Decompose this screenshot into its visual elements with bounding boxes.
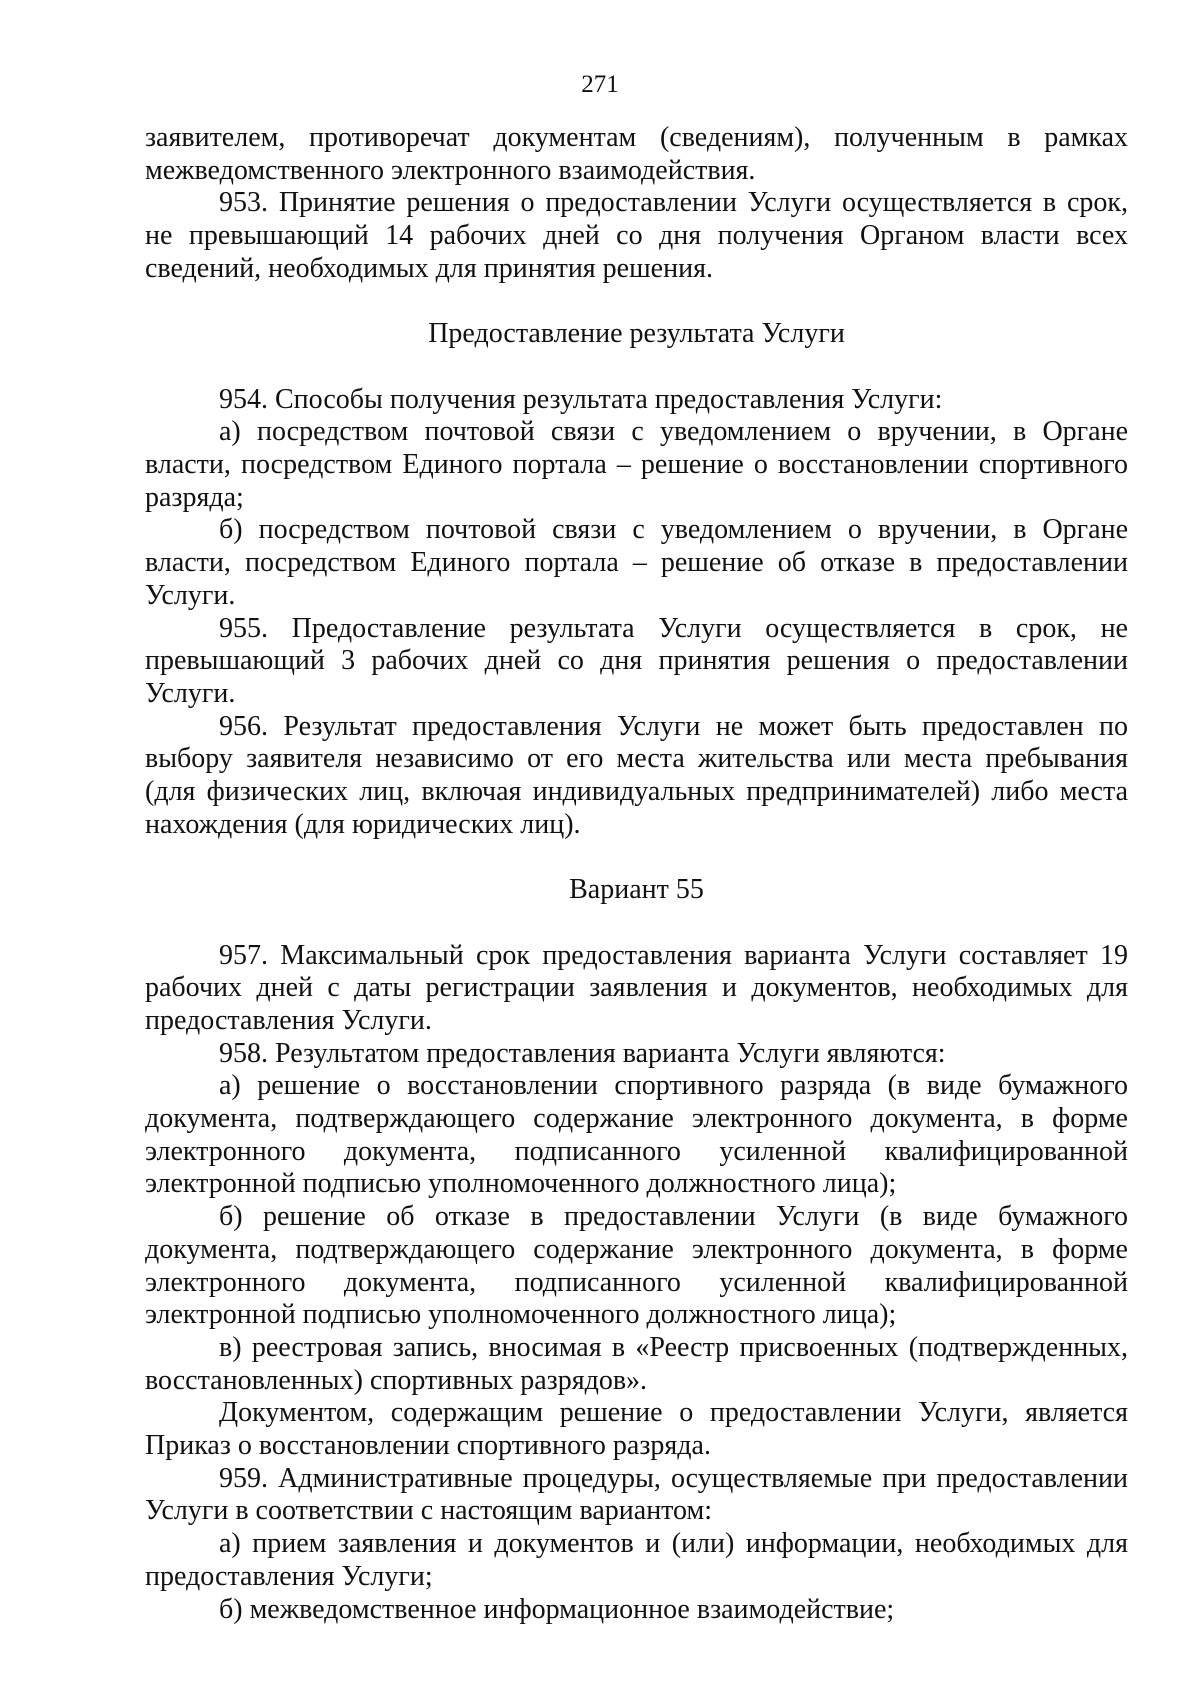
paragraph-954: 954. Способы получения результата предоставления Услуги: — [219, 383, 943, 415]
document-body — [145, 122, 1128, 1626]
paragraph-958: 958. Результатом предоставления варианта Услуги являются: — [219, 1037, 946, 1069]
paragraph-959: 959. Административные процедуры, осуществляемые при предоставлении Услуги в соответствии с настоящим вариантом: — [145, 1462, 1128, 1527]
paragraph-956: 956. Результат предоставления Услуги не может быть предоставлен по выбору заявителя независимо от его места жительства или места пребывания (для физических лиц, включая индивидуальных предпринимателей) либо места нахождения (для юридических лиц). — [145, 710, 1128, 840]
section-heading-result: Предоставление результата Услуги — [428, 318, 845, 350]
paragraph-959-b: б) межведомственное информационное взаимодействие; — [219, 1593, 895, 1625]
page-number: 271 — [581, 71, 619, 98]
paragraph-958-b: б) решение об отказе в предоставлении Услуги (в виде бумажного документа, подтверждающего содержание электронного документа, в форме электронного документа, подписанного усиленной квалифицированной электронной подписью уполномоченного должностного лица); — [145, 1201, 1128, 1331]
paragraph-957: 957. Максимальный срок предоставления варианта Услуги составляет 19 рабочих дней с даты регистрации заявления и документов, необходимых для предоставления Услуги. — [145, 939, 1128, 1036]
paragraph-954-b: б) посредством почтовой связи с уведомлением о вручении, в Органе власти, посредством Единого портала – решение об отказе в предоставлении Услуги. — [145, 514, 1128, 611]
section-heading-variant: Вариант 55 — [569, 874, 704, 906]
paragraph-953: 953. Принятие решения о предоставлении Услуги осуществляется в срок, не превышающий 14 рабочих дней со дня получения Органом власти всех сведений, необходимых для принятия решения. — [145, 187, 1128, 284]
spacer — [145, 351, 1128, 384]
paragraph-959-a: а) прием заявления и документов и (или) информации, необходимых для предоставления Услуги; — [145, 1528, 1128, 1592]
spacer — [145, 907, 1128, 940]
paragraph-958-v: в) реестровая запись, вносимая в «Реестр присвоенных (подтвержденных, восстановленных) спортивных разрядов». — [145, 1331, 1128, 1396]
paragraph-958-a: а) решение о восстановлении спортивного разряда (в виде бумажного документа, подтверждающего содержание электронного документа, в форме электронного документа, подписанного усиленной квалифицированной электронной подписью уполномоченного должностного лица); — [145, 1070, 1128, 1200]
spacer — [145, 841, 1128, 874]
paragraph-954-a: а) посредством почтовой связи с уведомлением о вручении, в Органе власти, посредством Единого портала – решение о восстановлении спортивного разряда; — [145, 416, 1128, 513]
spacer — [145, 286, 1128, 319]
paragraph-continuation: заявителем, противоречат документам (сведениям), полученным в рамках межведомственного электронного взаимодействия. — [145, 122, 1128, 186]
paragraph-955: 955. Предоставление результата Услуги осуществляется в срок, не превышающий 3 рабочих дней со дня принятия решения о предоставлении Услуги. — [145, 612, 1128, 709]
paragraph-decision-document: Документом, содержащим решение о предоставлении Услуги, является Приказ о восстановлении спортивного разряда. — [145, 1397, 1128, 1462]
